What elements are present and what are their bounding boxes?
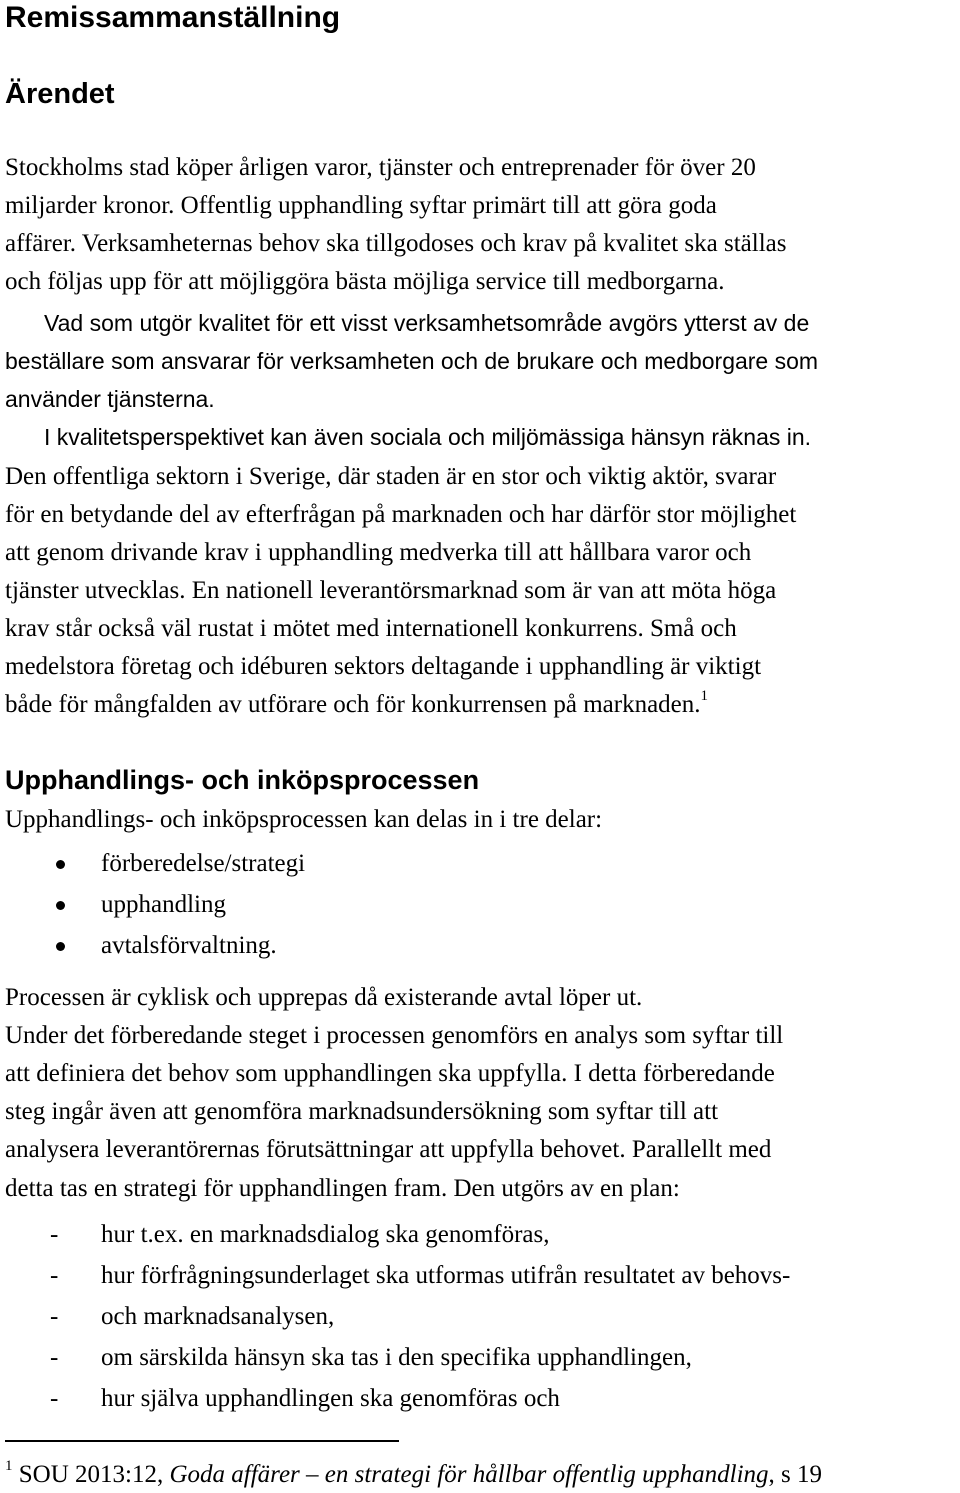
intro-line: och följas upp för att möjliggöra bästa möjliga service till medborgarna.: [5, 268, 725, 295]
sector-line: medelstora företag och idéburen sektors deltagande i upphandling är viktigt: [5, 653, 762, 680]
process-line: detta tas en strategi för upphandlingen fram. Den utgörs av en plan:: [5, 1175, 680, 1202]
sector-line: för en betydande del av efterfrågan på marknaden och har därför stor möjlighet: [5, 501, 797, 528]
intro-line: Stockholms stad köper årligen varor, tjänster och entreprenader för över 20: [5, 154, 756, 181]
quality-line: I kvalitetsperspektivet kan även sociala och miljömässiga hänsyn räknas in.: [44, 424, 812, 450]
dash-item: och marknadsanalysen,: [101, 1303, 335, 1330]
bullet-dot: [56, 860, 65, 869]
intro-line: affärer. Verksamheternas behov ska tillgodoses och krav på kvalitet ska ställas: [5, 230, 787, 257]
quality-line: Vad som utgör kvalitet för ett visst verksamhetsområde avgörs ytterst av de: [44, 310, 810, 336]
dash-marker: -: [50, 1385, 59, 1412]
footnote-page: , s 19: [768, 1461, 823, 1488]
footnote-title: Goda affärer – en strategi för hållbar offentlig upphandling: [169, 1461, 769, 1488]
bullet-item: avtalsförvaltning.: [101, 932, 277, 959]
dash-item: om särskilda hänsyn ska tas i den specifika upphandlingen,: [101, 1344, 692, 1371]
sector-line: tjänster utvecklas. En nationell leverantörsmarknad som är van att möta höga: [5, 577, 777, 604]
bullet-item: upphandling: [101, 891, 226, 918]
subtitle-arendet: Ärendet: [5, 78, 115, 110]
sector-line-last: [5, 689, 708, 721]
process-line: att definiera det behov som upphandlingen ska uppfylla. I detta förberedande: [5, 1060, 775, 1087]
sector-line: Den offentliga sektorn i Sverige, där staden är en stor och viktig aktör, svarar: [5, 463, 777, 490]
footnote-source: SOU 2013:12,: [18, 1461, 164, 1488]
dash-item: hur t.ex. en marknadsdialog ska genomföras,: [101, 1221, 550, 1248]
dash-marker: -: [50, 1262, 59, 1289]
bullet-item: förberedelse/strategi: [101, 850, 306, 877]
sector-line: krav står också väl rustat i mötet med internationell konkurrens. Små och: [5, 615, 737, 642]
quality-line: beställare som ansvarar för verksamheten och de brukare och medborgare som: [5, 348, 819, 374]
quality-line: använder tjänsterna.: [5, 386, 215, 412]
process-line: steg ingår även att genomföra marknadsundersökning som syftar till att: [5, 1098, 719, 1125]
document-title: Remissammanställning: [5, 1, 341, 34]
dash-marker: -: [50, 1221, 59, 1248]
footnote-reference[interactable]: 1: [700, 688, 709, 704]
sector-line-text: både för mångfalden av utförare och för konkurrensen på marknaden.: [5, 691, 701, 718]
process-line: Processen är cyklisk och upprepas då existerande avtal löper ut.: [5, 984, 643, 1011]
footnote-number: 1: [5, 1458, 13, 1474]
bullet-dot: [56, 901, 65, 910]
intro-line: miljarder kronor. Offentlig upphandling syftar primärt till att göra goda: [5, 192, 717, 219]
process-line: analysera leverantörernas förutsättningar att uppfylla behovet. Parallellt med: [5, 1136, 772, 1163]
dash-marker: -: [50, 1344, 59, 1371]
footnote-separator: [5, 1440, 399, 1442]
bullet-dot: [56, 942, 65, 951]
dash-marker: -: [50, 1303, 59, 1330]
sector-line: att genom drivande krav i upphandling medverka till att hållbara varor och: [5, 539, 752, 566]
dash-item: hur förfrågningsunderlaget ska utformas utifrån resultatet av behovs-: [101, 1262, 791, 1289]
process-line: Under det förberedande steget i processen genomförs en analys som syftar till: [5, 1022, 784, 1049]
section-intro: Upphandlings- och inköpsprocessen kan delas in i tre delar:: [5, 806, 603, 833]
section-heading: Upphandlings- och inköpsprocessen: [5, 765, 480, 795]
dash-item: hur själva upphandlingen ska genomföras och: [101, 1385, 560, 1412]
footnote: [5, 1459, 822, 1491]
